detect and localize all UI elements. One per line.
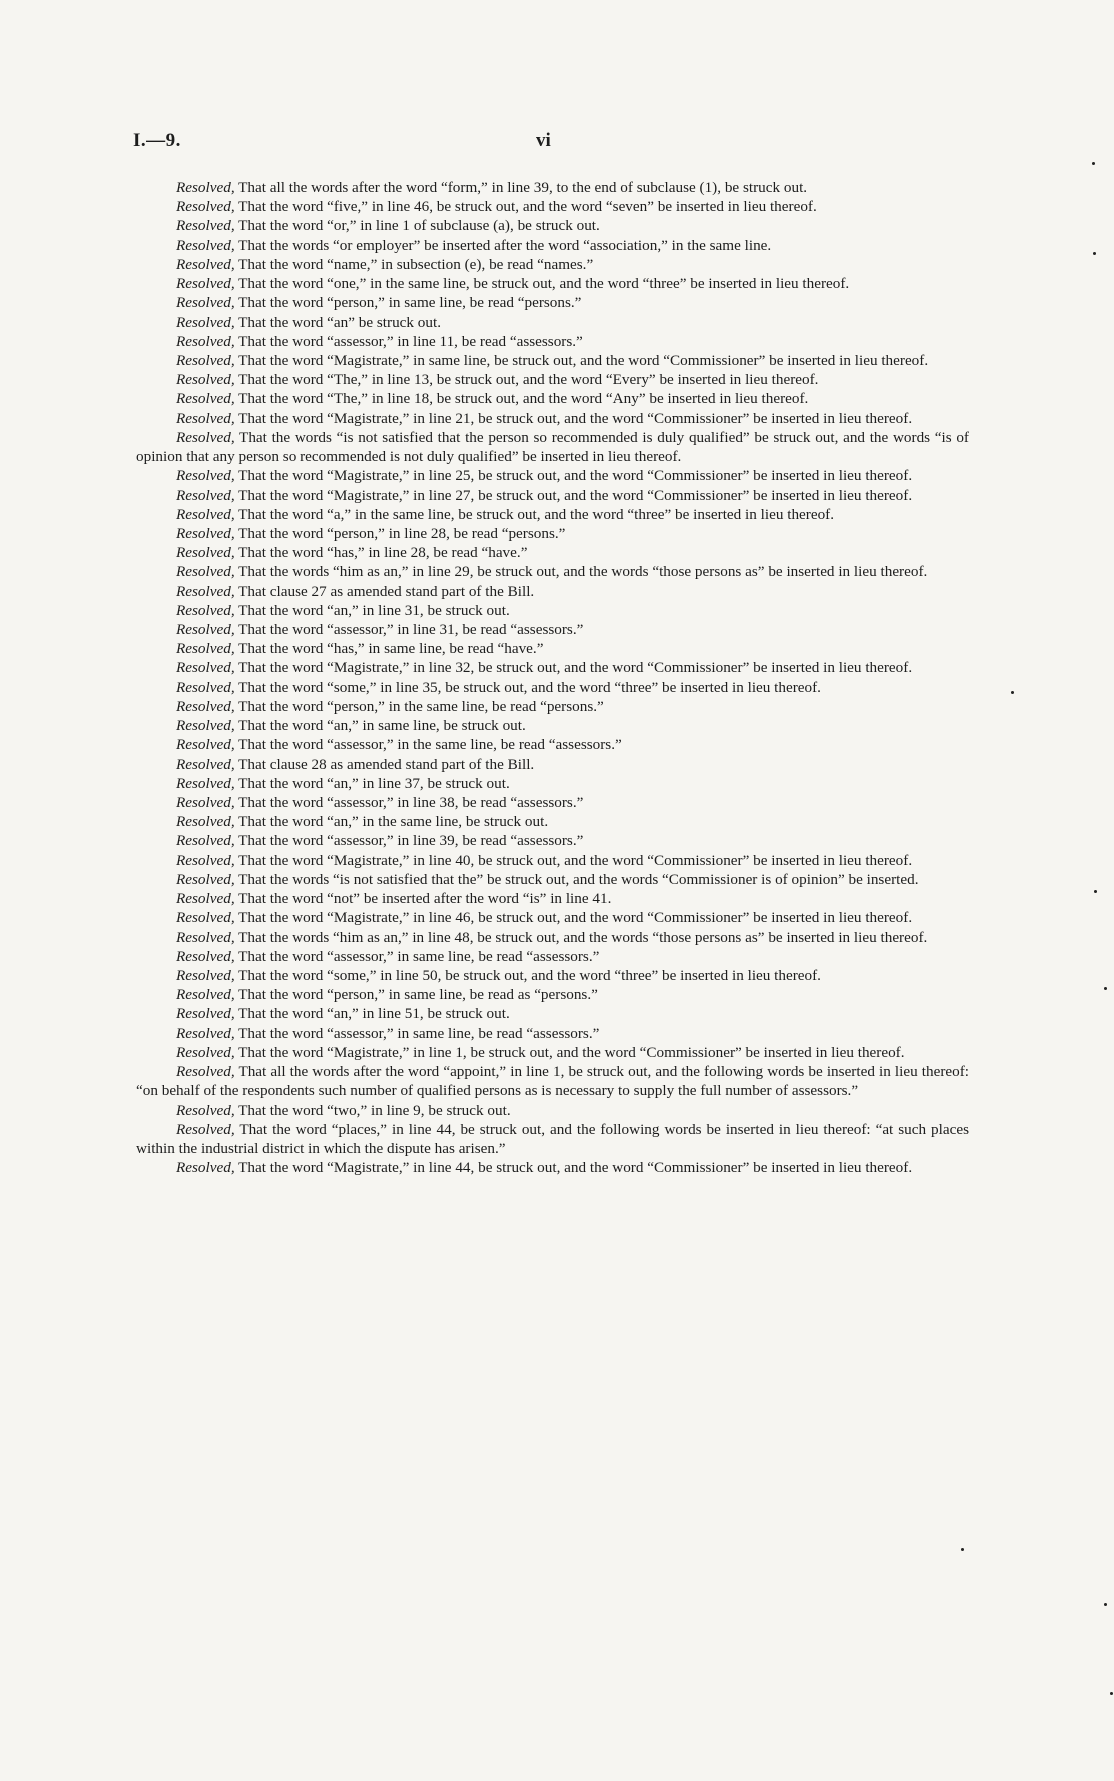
resolution-paragraph bbox=[136, 543, 969, 562]
scan-speck bbox=[1104, 1603, 1107, 1606]
resolution-text: That the word “name,” in subsection (e), be read “names.” bbox=[234, 255, 594, 273]
resolved-keyword: Resolved, bbox=[176, 582, 235, 600]
resolution-paragraph bbox=[136, 178, 969, 197]
resolution-text: That the word “Magistrate,” in line 1, be struck out, and the word “Commissioner” be inserted in lieu thereof. bbox=[234, 1043, 905, 1061]
resolution-text: That the word “assessor,” in same line, be read “assessors.” bbox=[234, 1024, 600, 1042]
resolutions-list bbox=[136, 178, 969, 1177]
resolution-text: That the word “an,” in the same line, be struck out. bbox=[234, 813, 549, 831]
resolution-text: That the word “Magistrate,” in line 27, be struck out, and the word “Commissioner” be inserted in lieu thereof. bbox=[234, 486, 913, 504]
resolution-paragraph bbox=[136, 1101, 969, 1120]
resolution-paragraph bbox=[136, 255, 969, 274]
resolved-keyword: Resolved, bbox=[176, 601, 235, 619]
resolved-keyword: Resolved, bbox=[176, 1120, 235, 1138]
resolved-keyword: Resolved, bbox=[176, 313, 235, 331]
resolved-keyword: Resolved, bbox=[176, 486, 235, 504]
resolved-keyword: Resolved, bbox=[176, 409, 235, 427]
resolution-paragraph bbox=[136, 562, 969, 581]
resolution-paragraph bbox=[136, 409, 969, 428]
resolution-text: That the word “Magistrate,” in line 40, be struck out, and the word “Commissioner” be inserted in lieu thereof. bbox=[234, 851, 913, 869]
resolution-text: That the words “is not satisfied that the person so recommended is duly qualified” be struck out, and the words “is of opinion that any person so recommended is not duly qualified” be inserted in lieu thereof. bbox=[136, 428, 969, 466]
resolved-keyword: Resolved, bbox=[176, 813, 235, 831]
resolved-keyword: Resolved, bbox=[176, 1005, 235, 1023]
scan-speck bbox=[1094, 890, 1097, 893]
resolved-keyword: Resolved, bbox=[176, 275, 235, 293]
scan-speck bbox=[1011, 691, 1014, 694]
resolved-keyword: Resolved, bbox=[176, 294, 235, 312]
resolution-text: That the word “a,” in the same line, be struck out, and the word “three” be inserted in lieu thereof. bbox=[234, 505, 835, 523]
resolution-paragraph bbox=[136, 639, 969, 658]
resolution-text: That the words “is not satisfied that the” be struck out, and the words “Commissioner is of opinion” be inserted. bbox=[234, 870, 919, 888]
resolved-keyword: Resolved, bbox=[176, 659, 235, 677]
resolved-keyword: Resolved, bbox=[176, 986, 235, 1004]
resolution-paragraph bbox=[136, 716, 969, 735]
resolution-text: That clause 28 as amended stand part of the Bill. bbox=[234, 755, 535, 773]
resolution-text: That the word “Magistrate,” in same line, be struck out, and the word “Commissioner” be inserted in lieu thereof. bbox=[234, 351, 929, 369]
page-header bbox=[133, 130, 983, 154]
resolution-paragraph bbox=[136, 812, 969, 831]
resolution-paragraph bbox=[136, 1062, 969, 1100]
resolution-text: That the word “or,” in line 1 of subclause (a), be struck out. bbox=[234, 217, 600, 235]
resolution-paragraph bbox=[136, 389, 969, 408]
resolution-paragraph bbox=[136, 620, 969, 639]
resolution-text: That the word “has,” in line 28, be read “have.” bbox=[234, 544, 528, 562]
resolved-keyword: Resolved, bbox=[176, 351, 235, 369]
resolution-paragraph bbox=[136, 774, 969, 793]
resolved-keyword: Resolved, bbox=[176, 563, 235, 581]
resolved-keyword: Resolved, bbox=[176, 198, 235, 216]
resolution-paragraph bbox=[136, 755, 969, 774]
resolution-paragraph bbox=[136, 851, 969, 870]
resolved-keyword: Resolved, bbox=[176, 832, 235, 850]
resolved-keyword: Resolved, bbox=[176, 890, 235, 908]
resolution-paragraph bbox=[136, 678, 969, 697]
resolved-keyword: Resolved, bbox=[176, 524, 235, 542]
resolution-paragraph bbox=[136, 1158, 969, 1177]
resolution-text: That all the words after the word “form,” in line 39, to the end of subclause (1), be struck out. bbox=[234, 179, 808, 196]
resolution-text: That the word “Magistrate,” in line 32, be struck out, and the word “Commissioner” be inserted in lieu thereof. bbox=[234, 659, 913, 677]
resolved-keyword: Resolved, bbox=[176, 870, 235, 888]
resolution-paragraph bbox=[136, 1024, 969, 1043]
resolution-text: That the word “some,” in line 50, be struck out, and the word “three” be inserted in lieu thereof. bbox=[234, 966, 821, 984]
resolution-text: That the word “person,” in line 28, be read “persons.” bbox=[234, 524, 566, 542]
resolution-paragraph bbox=[136, 505, 969, 524]
resolved-keyword: Resolved, bbox=[176, 640, 235, 658]
resolution-paragraph bbox=[136, 1004, 969, 1023]
resolution-paragraph bbox=[136, 908, 969, 927]
resolution-text: That the word “Magistrate,” in line 25, be struck out, and the word “Commissioner” be inserted in lieu thereof. bbox=[234, 467, 913, 485]
resolution-text: That the word “assessor,” in line 39, be read “assessors.” bbox=[234, 832, 584, 850]
resolved-keyword: Resolved, bbox=[176, 736, 235, 754]
resolved-keyword: Resolved, bbox=[176, 390, 235, 408]
resolution-text: That the words “or employer” be inserted after the word “association,” in the same line. bbox=[234, 236, 772, 254]
scan-speck bbox=[1093, 252, 1096, 255]
resolution-paragraph bbox=[136, 1043, 969, 1062]
resolved-keyword: Resolved, bbox=[176, 467, 235, 485]
scan-speck bbox=[1110, 1692, 1113, 1695]
resolution-paragraph bbox=[136, 236, 969, 255]
resolved-keyword: Resolved, bbox=[176, 1024, 235, 1042]
resolution-text: That the word “person,” in the same line, be read “persons.” bbox=[234, 697, 604, 715]
resolved-keyword: Resolved, bbox=[176, 505, 235, 523]
resolution-text: That the word “Magistrate,” in line 46, be struck out, and the word “Commissioner” be inserted in lieu thereof. bbox=[234, 909, 913, 927]
resolved-keyword: Resolved, bbox=[176, 255, 235, 273]
resolution-text: That the word “The,” in line 18, be struck out, and the word “Any” be inserted in lieu thereof. bbox=[234, 390, 809, 408]
resolved-keyword: Resolved, bbox=[176, 909, 235, 927]
resolved-keyword: Resolved, bbox=[176, 1159, 235, 1177]
resolution-text: That the word “person,” in same line, be read as “persons.” bbox=[234, 986, 598, 1004]
resolution-paragraph bbox=[136, 985, 969, 1004]
resolved-keyword: Resolved, bbox=[176, 678, 235, 696]
resolution-paragraph bbox=[136, 601, 969, 620]
resolution-paragraph bbox=[136, 831, 969, 850]
resolution-text: That the word “an,” in line 37, be struck out. bbox=[234, 774, 510, 792]
resolved-keyword: Resolved, bbox=[176, 947, 235, 965]
resolution-paragraph bbox=[136, 466, 969, 485]
resolution-paragraph bbox=[136, 735, 969, 754]
resolved-keyword: Resolved, bbox=[176, 371, 235, 389]
resolution-text: That the word “an,” in line 51, be struck out. bbox=[234, 1005, 510, 1023]
resolved-keyword: Resolved, bbox=[176, 966, 235, 984]
resolution-paragraph bbox=[136, 1120, 969, 1158]
resolution-paragraph bbox=[136, 370, 969, 389]
resolution-paragraph bbox=[136, 889, 969, 908]
resolution-paragraph bbox=[136, 293, 969, 312]
scan-speck bbox=[1104, 987, 1107, 990]
resolved-keyword: Resolved, bbox=[176, 697, 235, 715]
resolution-text: That the word “assessor,” in line 31, be read “assessors.” bbox=[234, 621, 584, 639]
resolution-text: That the words “him as an,” in line 48, be struck out, and the words “those persons as” be inserted in lieu thereof. bbox=[234, 928, 928, 946]
resolution-text: That the word “an” be struck out. bbox=[234, 313, 441, 331]
resolution-text: That the word “assessor,” in the same line, be read “assessors.” bbox=[234, 736, 622, 754]
document-reference: I.—9. bbox=[133, 130, 181, 151]
resolution-text: That the word “one,” in the same line, be struck out, and the word “three” be inserted in lieu thereof. bbox=[234, 275, 850, 293]
resolution-text: That the word “not” be inserted after the word “is” in line 41. bbox=[234, 890, 612, 908]
resolution-paragraph bbox=[136, 870, 969, 889]
resolution-paragraph bbox=[136, 793, 969, 812]
resolution-paragraph bbox=[136, 274, 969, 293]
resolution-paragraph bbox=[136, 197, 969, 216]
resolved-keyword: Resolved, bbox=[176, 774, 235, 792]
resolution-text: That the word “an,” in line 31, be struck out. bbox=[234, 601, 510, 619]
resolution-paragraph bbox=[136, 216, 969, 235]
resolution-paragraph bbox=[136, 351, 969, 370]
resolution-paragraph bbox=[136, 428, 969, 466]
resolution-text: That the word “has,” in same line, be read “have.” bbox=[234, 640, 544, 658]
resolved-keyword: Resolved, bbox=[176, 928, 235, 946]
resolution-text: That the word “two,” in line 9, be struck out. bbox=[234, 1101, 511, 1119]
resolution-text: That the word “Magistrate,” in line 44, be struck out, and the word “Commissioner” be inserted in lieu thereof. bbox=[234, 1159, 913, 1177]
resolved-keyword: Resolved, bbox=[176, 755, 235, 773]
resolution-text: That the word “The,” in line 13, be struck out, and the word “Every” be inserted in lieu thereof. bbox=[234, 371, 819, 389]
resolved-keyword: Resolved, bbox=[176, 544, 235, 562]
resolution-paragraph bbox=[136, 332, 969, 351]
resolution-text: That the word “assessor,” in same line, be read “assessors.” bbox=[234, 947, 600, 965]
page-number: vi bbox=[536, 130, 551, 151]
scan-speck bbox=[1092, 162, 1095, 165]
resolved-keyword: Resolved, bbox=[176, 794, 235, 811]
resolution-text: That the word “Magistrate,” in line 21, be struck out, and the word “Commissioner” be inserted in lieu thereof. bbox=[234, 409, 913, 427]
resolved-keyword: Resolved, bbox=[176, 179, 235, 196]
resolved-keyword: Resolved, bbox=[176, 428, 235, 446]
resolution-text: That the words “him as an,” in line 29, be struck out, and the words “those persons as” be inserted in lieu thereof. bbox=[234, 563, 928, 581]
resolution-text: That clause 27 as amended stand part of the Bill. bbox=[234, 582, 535, 600]
resolution-paragraph bbox=[136, 582, 969, 601]
resolution-text: That the word “person,” in same line, be read “persons.” bbox=[234, 294, 582, 312]
scan-speck bbox=[961, 1548, 964, 1551]
resolution-paragraph bbox=[136, 658, 969, 677]
resolution-text: That the word “assessor,” in line 38, be read “assessors.” bbox=[234, 794, 584, 811]
resolution-paragraph bbox=[136, 966, 969, 985]
resolution-text: That the word “some,” in line 35, be struck out, and the word “three” be inserted in lieu thereof. bbox=[234, 678, 821, 696]
resolved-keyword: Resolved, bbox=[176, 621, 235, 639]
resolution-text: That the word “assessor,” in line 11, be read “assessors.” bbox=[234, 332, 583, 350]
resolution-paragraph bbox=[136, 486, 969, 505]
resolution-text: That the word “an,” in same line, be struck out. bbox=[234, 717, 526, 735]
resolution-paragraph bbox=[136, 928, 969, 947]
resolution-paragraph bbox=[136, 313, 969, 332]
resolution-text: That the word “places,” in line 44, be struck out, and the following words be inserted in lieu thereof: “at such places within the industrial district in which the dispute has arisen.” bbox=[136, 1120, 969, 1157]
resolved-keyword: Resolved, bbox=[176, 1043, 235, 1061]
resolved-keyword: Resolved, bbox=[176, 1101, 235, 1119]
resolution-paragraph bbox=[136, 524, 969, 543]
resolved-keyword: Resolved, bbox=[176, 851, 235, 869]
resolved-keyword: Resolved, bbox=[176, 1063, 235, 1081]
resolution-text: That the word “five,” in line 46, be struck out, and the word “seven” be inserted in lieu thereof. bbox=[234, 198, 817, 216]
resolution-paragraph bbox=[136, 947, 969, 966]
resolved-keyword: Resolved, bbox=[176, 332, 235, 350]
resolved-keyword: Resolved, bbox=[176, 217, 235, 235]
resolved-keyword: Resolved, bbox=[176, 236, 235, 254]
resolution-paragraph bbox=[136, 697, 969, 716]
resolved-keyword: Resolved, bbox=[176, 717, 235, 735]
resolution-text: That all the words after the word “appoint,” in line 1, be struck out, and the following words be inserted in lieu thereof: “on behalf of the respondents such number of qualified persons as is necessary to supply the full number of assessors.” bbox=[136, 1063, 969, 1100]
